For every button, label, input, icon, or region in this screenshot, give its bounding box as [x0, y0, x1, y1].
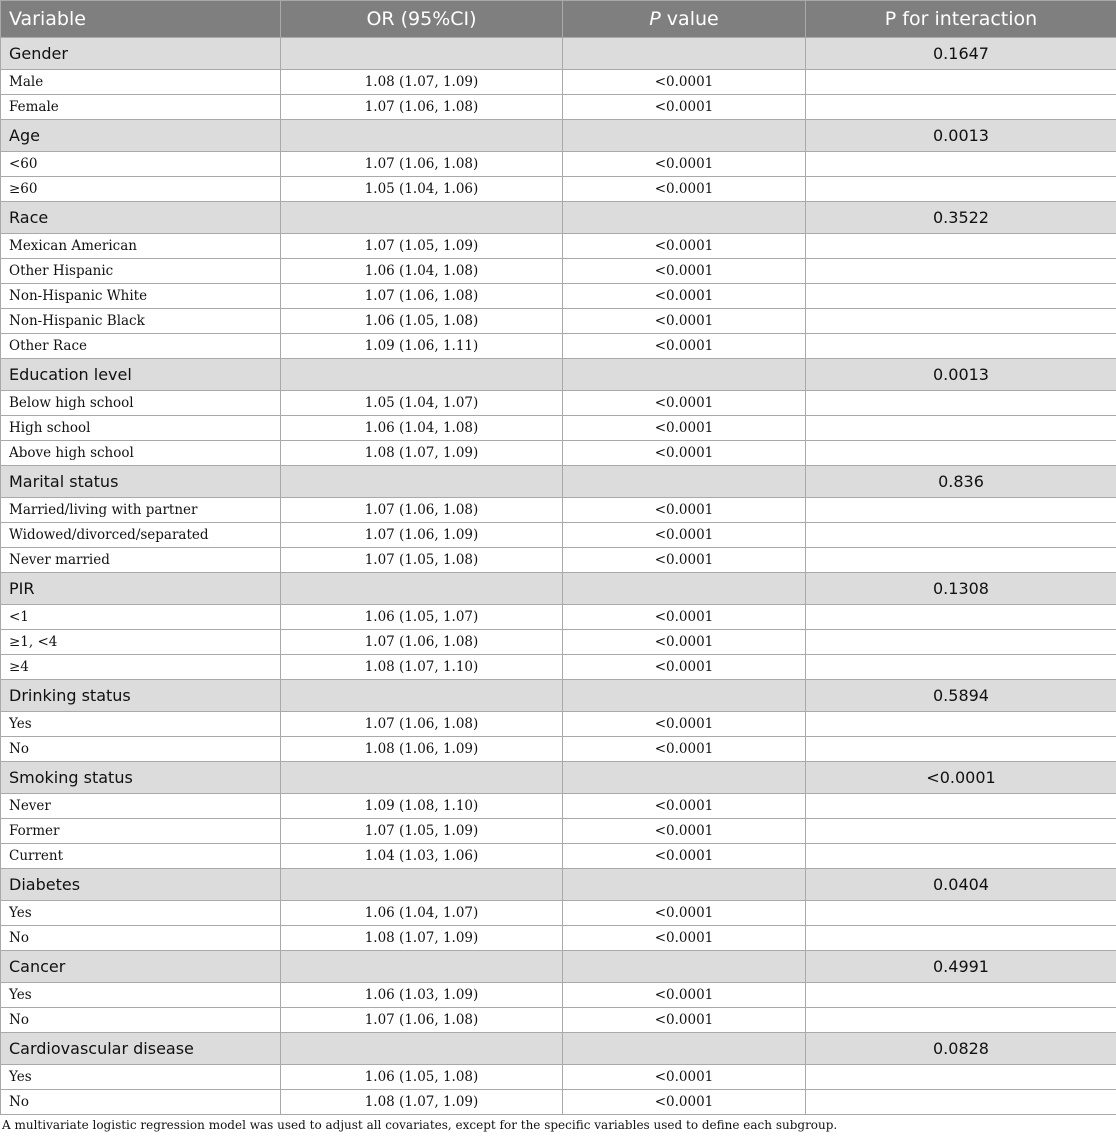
group-p-interaction: 0.0404: [806, 869, 1116, 901]
row-p-value: <0.0001: [563, 152, 806, 177]
row-p-interaction-empty: [806, 309, 1116, 334]
row-p-interaction-empty: [806, 177, 1116, 202]
group-p-empty: [563, 120, 806, 152]
table-row: [1, 177, 1116, 202]
row-p-interaction-empty: [806, 1008, 1116, 1033]
row-p-interaction-empty: [806, 441, 1116, 466]
group-name: Race: [1, 202, 281, 234]
row-p-interaction-empty: [806, 523, 1116, 548]
row-p-interaction-empty: [806, 152, 1116, 177]
row-or: 1.08 (1.06, 1.09): [281, 737, 563, 762]
row-p-interaction-empty: [806, 259, 1116, 284]
group-p-interaction: 0.836: [806, 466, 1116, 498]
row-label: Below high school: [1, 391, 281, 416]
row-label: Mexican American: [1, 234, 281, 259]
row-label: Married/living with partner: [1, 498, 281, 523]
row-p-value: <0.0001: [563, 70, 806, 95]
table-row: [1, 655, 1116, 680]
row-or: 1.08 (1.07, 1.09): [281, 926, 563, 951]
table-row: [1, 630, 1116, 655]
group-p-interaction: <0.0001: [806, 762, 1116, 794]
row-label: No: [1, 1008, 281, 1033]
row-p-value: <0.0001: [563, 1008, 806, 1033]
row-or: 1.06 (1.05, 1.07): [281, 605, 563, 630]
group-p-empty: [563, 680, 806, 712]
table-row: [1, 901, 1116, 926]
row-p-interaction-empty: [806, 234, 1116, 259]
table-row: [1, 819, 1116, 844]
row-p-interaction-empty: [806, 983, 1116, 1008]
row-or: 1.07 (1.06, 1.08): [281, 630, 563, 655]
row-p-interaction-empty: [806, 844, 1116, 869]
row-p-interaction-empty: [806, 926, 1116, 951]
group-row: [1, 573, 1116, 605]
row-label: Never married: [1, 548, 281, 573]
group-p-interaction: 0.1647: [806, 38, 1116, 70]
row-p-interaction-empty: [806, 655, 1116, 680]
group-name: Gender: [1, 38, 281, 70]
group-p-interaction: 0.0013: [806, 359, 1116, 391]
group-or-empty: [281, 202, 563, 234]
header-variable: Variable: [1, 1, 281, 38]
group-row: [1, 359, 1116, 391]
row-p-value: <0.0001: [563, 901, 806, 926]
table-row: [1, 983, 1116, 1008]
row-p-interaction-empty: [806, 819, 1116, 844]
group-name: Cancer: [1, 951, 281, 983]
table-row: [1, 416, 1116, 441]
row-label: No: [1, 737, 281, 762]
group-name: Diabetes: [1, 869, 281, 901]
group-p-interaction: 0.1308: [806, 573, 1116, 605]
row-p-interaction-empty: [806, 391, 1116, 416]
footnote: A multivariate logistic regression model was used to adjust all covariates, except for the specific variables used to define each subgroup.: [2, 1118, 838, 1132]
row-label: Yes: [1, 901, 281, 926]
table-row: [1, 523, 1116, 548]
group-or-empty: [281, 120, 563, 152]
row-label: Female: [1, 95, 281, 120]
group-or-empty: [281, 869, 563, 901]
group-or-empty: [281, 1033, 563, 1065]
table-row: [1, 926, 1116, 951]
group-row: [1, 951, 1116, 983]
row-or: 1.07 (1.06, 1.09): [281, 523, 563, 548]
row-or: 1.07 (1.06, 1.08): [281, 1008, 563, 1033]
table-body: [1, 38, 1116, 1115]
group-or-empty: [281, 762, 563, 794]
row-or: 1.06 (1.04, 1.08): [281, 259, 563, 284]
group-or-empty: [281, 573, 563, 605]
row-p-interaction-empty: [806, 1090, 1116, 1115]
row-label: Never: [1, 794, 281, 819]
row-or: 1.07 (1.06, 1.08): [281, 152, 563, 177]
header-p-interaction: P for interaction: [806, 1, 1116, 38]
row-or: 1.09 (1.06, 1.11): [281, 334, 563, 359]
row-or: 1.07 (1.05, 1.08): [281, 548, 563, 573]
group-name: Education level: [1, 359, 281, 391]
row-label: <60: [1, 152, 281, 177]
group-or-empty: [281, 680, 563, 712]
row-p-interaction-empty: [806, 605, 1116, 630]
row-or: 1.09 (1.08, 1.10): [281, 794, 563, 819]
group-row: [1, 120, 1116, 152]
row-p-interaction-empty: [806, 95, 1116, 120]
group-name: Cardiovascular disease: [1, 1033, 281, 1065]
row-p-interaction-empty: [806, 1065, 1116, 1090]
table-row: [1, 548, 1116, 573]
row-label: Former: [1, 819, 281, 844]
group-p-interaction: 0.0828: [806, 1033, 1116, 1065]
row-p-interaction-empty: [806, 737, 1116, 762]
row-p-value: <0.0001: [563, 391, 806, 416]
table-row: [1, 1065, 1116, 1090]
table-row: [1, 844, 1116, 869]
header-p-italic: P: [649, 8, 661, 30]
group-row: [1, 1033, 1116, 1065]
row-p-value: <0.0001: [563, 177, 806, 202]
row-or: 1.07 (1.06, 1.08): [281, 498, 563, 523]
row-or: 1.07 (1.05, 1.09): [281, 819, 563, 844]
row-p-value: <0.0001: [563, 1090, 806, 1115]
group-name: Marital status: [1, 466, 281, 498]
row-label: Other Race: [1, 334, 281, 359]
row-p-value: <0.0001: [563, 334, 806, 359]
table-row: [1, 441, 1116, 466]
table-row: [1, 1090, 1116, 1115]
group-p-interaction: 0.3522: [806, 202, 1116, 234]
group-or-empty: [281, 466, 563, 498]
table-row: [1, 498, 1116, 523]
row-p-value: <0.0001: [563, 794, 806, 819]
table-row: [1, 605, 1116, 630]
group-p-empty: [563, 1033, 806, 1065]
row-p-value: <0.0001: [563, 498, 806, 523]
row-label: ≥60: [1, 177, 281, 202]
row-or: 1.06 (1.05, 1.08): [281, 1065, 563, 1090]
row-label: No: [1, 926, 281, 951]
row-p-interaction-empty: [806, 712, 1116, 737]
row-or: 1.05 (1.04, 1.06): [281, 177, 563, 202]
group-p-empty: [563, 466, 806, 498]
row-or: 1.07 (1.06, 1.08): [281, 712, 563, 737]
row-or: 1.04 (1.03, 1.06): [281, 844, 563, 869]
row-or: 1.06 (1.05, 1.08): [281, 309, 563, 334]
header-row: [1, 1, 1116, 38]
row-p-value: <0.0001: [563, 712, 806, 737]
group-name: Age: [1, 120, 281, 152]
group-p-empty: [563, 573, 806, 605]
group-or-empty: [281, 359, 563, 391]
group-row: [1, 762, 1116, 794]
table-row: [1, 391, 1116, 416]
row-or: 1.08 (1.07, 1.09): [281, 441, 563, 466]
row-or: 1.06 (1.03, 1.09): [281, 983, 563, 1008]
table-row: [1, 284, 1116, 309]
row-label: Yes: [1, 1065, 281, 1090]
row-label: ≥4: [1, 655, 281, 680]
row-p-value: <0.0001: [563, 1065, 806, 1090]
row-label: Widowed/divorced/separated: [1, 523, 281, 548]
row-or: 1.07 (1.06, 1.08): [281, 284, 563, 309]
group-name: PIR: [1, 573, 281, 605]
table-row: [1, 737, 1116, 762]
row-label: Male: [1, 70, 281, 95]
row-p-value: <0.0001: [563, 441, 806, 466]
group-p-interaction: 0.0013: [806, 120, 1116, 152]
header-or: OR (95%CI): [281, 1, 563, 38]
header-p-rest: value: [660, 8, 719, 30]
group-p-empty: [563, 202, 806, 234]
row-p-value: <0.0001: [563, 259, 806, 284]
group-p-empty: [563, 869, 806, 901]
row-p-value: <0.0001: [563, 819, 806, 844]
group-p-interaction: 0.4991: [806, 951, 1116, 983]
group-or-empty: [281, 38, 563, 70]
row-label: Non-Hispanic White: [1, 284, 281, 309]
row-p-interaction-empty: [806, 70, 1116, 95]
table-row: [1, 152, 1116, 177]
table-row: [1, 234, 1116, 259]
row-p-interaction-empty: [806, 284, 1116, 309]
row-p-value: <0.0001: [563, 655, 806, 680]
table-row: [1, 309, 1116, 334]
group-row: [1, 680, 1116, 712]
row-p-interaction-empty: [806, 334, 1116, 359]
row-or: 1.07 (1.06, 1.08): [281, 95, 563, 120]
table-row: [1, 794, 1116, 819]
row-label: Yes: [1, 712, 281, 737]
group-row: [1, 869, 1116, 901]
group-row: [1, 466, 1116, 498]
row-p-value: <0.0001: [563, 284, 806, 309]
row-p-interaction-empty: [806, 901, 1116, 926]
row-p-value: <0.0001: [563, 737, 806, 762]
header-p-value: [563, 1, 806, 38]
row-p-interaction-empty: [806, 416, 1116, 441]
row-or: 1.07 (1.05, 1.09): [281, 234, 563, 259]
table-row: [1, 712, 1116, 737]
group-name: Drinking status: [1, 680, 281, 712]
row-p-interaction-empty: [806, 498, 1116, 523]
row-label: Yes: [1, 983, 281, 1008]
table-row: [1, 70, 1116, 95]
row-p-value: <0.0001: [563, 523, 806, 548]
row-p-value: <0.0001: [563, 844, 806, 869]
row-p-interaction-empty: [806, 794, 1116, 819]
row-or: 1.05 (1.04, 1.07): [281, 391, 563, 416]
row-label: No: [1, 1090, 281, 1115]
row-or: 1.08 (1.07, 1.10): [281, 655, 563, 680]
table-row: [1, 334, 1116, 359]
row-label: High school: [1, 416, 281, 441]
row-label: Non-Hispanic Black: [1, 309, 281, 334]
group-p-empty: [563, 359, 806, 391]
row-label: ≥1, <4: [1, 630, 281, 655]
row-p-value: <0.0001: [563, 309, 806, 334]
row-or: 1.06 (1.04, 1.08): [281, 416, 563, 441]
row-p-value: <0.0001: [563, 605, 806, 630]
row-label: Current: [1, 844, 281, 869]
group-p-empty: [563, 951, 806, 983]
group-name: Smoking status: [1, 762, 281, 794]
row-or: 1.08 (1.07, 1.09): [281, 70, 563, 95]
row-p-value: <0.0001: [563, 983, 806, 1008]
table-row: [1, 95, 1116, 120]
group-row: [1, 202, 1116, 234]
row-label: <1: [1, 605, 281, 630]
row-p-value: <0.0001: [563, 630, 806, 655]
table-row: [1, 259, 1116, 284]
group-row: [1, 38, 1116, 70]
row-p-value: <0.0001: [563, 234, 806, 259]
row-p-value: <0.0001: [563, 548, 806, 573]
row-or: 1.08 (1.07, 1.09): [281, 1090, 563, 1115]
group-or-empty: [281, 951, 563, 983]
row-p-interaction-empty: [806, 548, 1116, 573]
group-p-empty: [563, 38, 806, 70]
group-p-empty: [563, 762, 806, 794]
row-p-interaction-empty: [806, 630, 1116, 655]
row-or: 1.06 (1.04, 1.07): [281, 901, 563, 926]
row-p-value: <0.0001: [563, 926, 806, 951]
group-p-interaction: 0.5894: [806, 680, 1116, 712]
row-p-value: <0.0001: [563, 416, 806, 441]
row-label: Other Hispanic: [1, 259, 281, 284]
row-label: Above high school: [1, 441, 281, 466]
row-p-value: <0.0001: [563, 95, 806, 120]
table-row: [1, 1008, 1116, 1033]
